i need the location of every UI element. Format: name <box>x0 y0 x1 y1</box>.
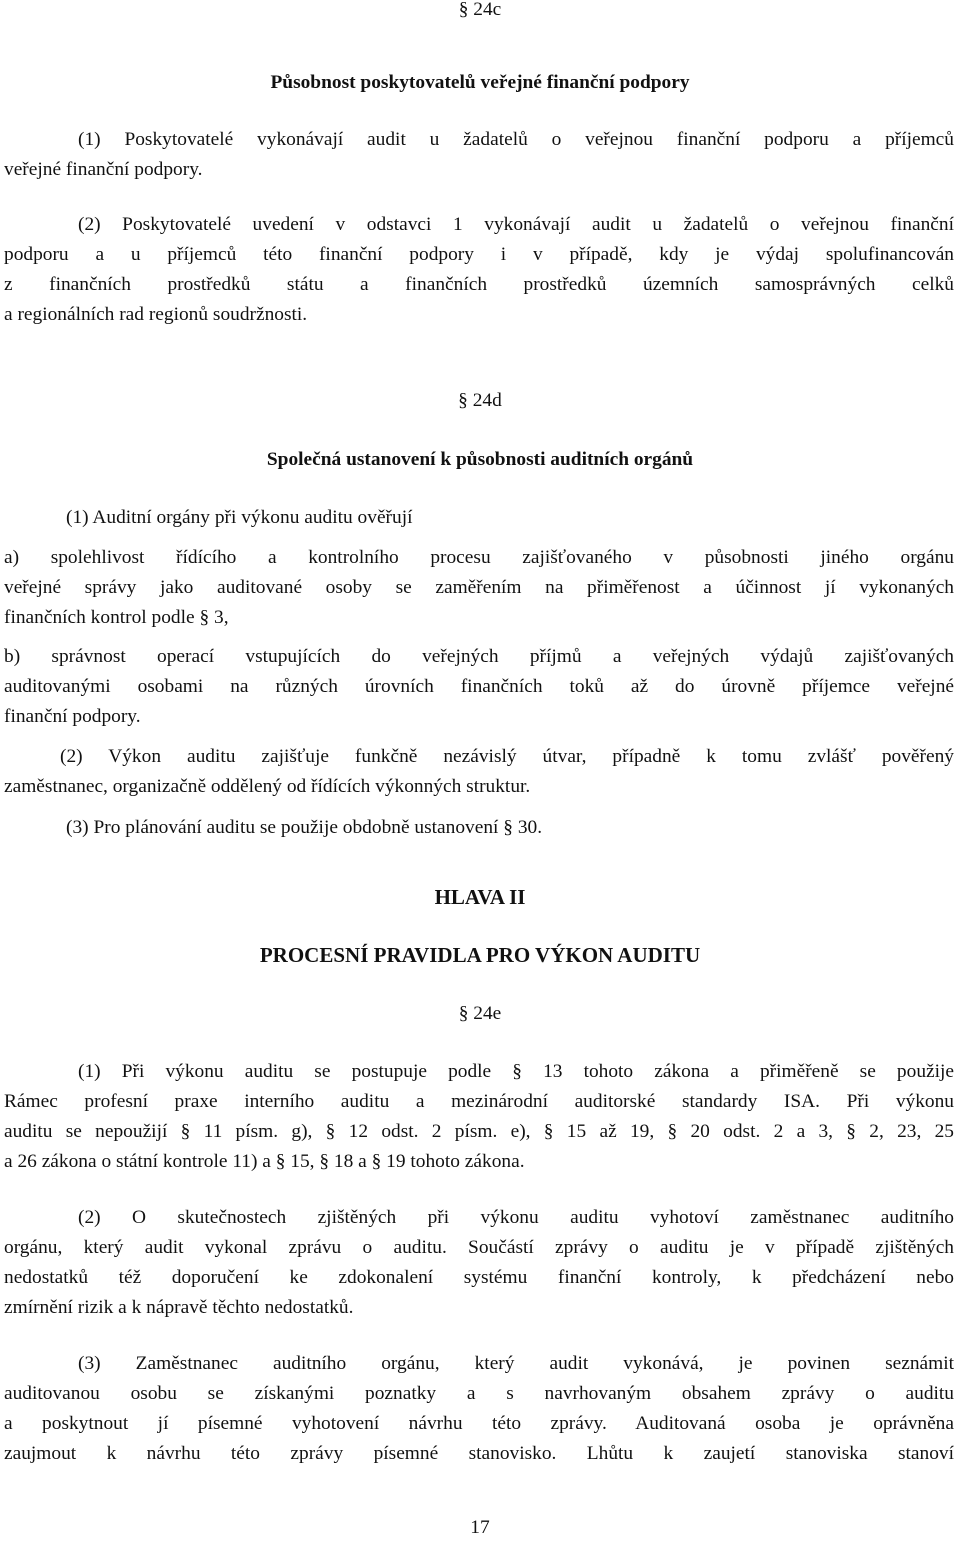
section-24d-title: Společná ustanovení k působnosti auditních orgánů <box>266 449 694 470</box>
s24c-p2-line4: a regionálních rad regionů soudržnosti. <box>4 304 308 325</box>
s24c-p2-line3: z finančních prostředků státu a finančních prostředků územních samosprávných celků <box>4 274 954 295</box>
s24c-p2-line2: podporu a u příjemců této finanční podpory i v případě, kdy je výdaj spolufinancován <box>4 244 954 265</box>
s24e-p3-line1: (3) Zaměstnanec auditního orgánu, který audit vykonává, je povinen seznámit <box>78 1353 954 1374</box>
s24c-p1-line2: veřejné finanční podpory. <box>4 159 203 180</box>
s24e-p3-line2: auditovanou osobu se získanými poznatky a s navrhovaným obsahem zprávy o auditu <box>4 1383 954 1404</box>
s24e-p1-line2: Rámec profesní praxe interního auditu a mezinárodní auditorské standardy ISA. Při výkonu <box>4 1091 954 1112</box>
s24e-p2-line1: (2) O skutečnostech zjištěných při výkonu auditu vyhotoví zaměstnanec auditního <box>78 1207 954 1228</box>
s24e-p3-line4: zaujmout k návrhu této zprávy písemné stanovisko. Lhůtu k zaujetí stanoviska stanoví <box>4 1443 954 1464</box>
s24e-p1-line4: a 26 zákona o státní kontrole 11) a § 15, § 18 a § 19 tohoto zákona. <box>4 1151 525 1172</box>
chapter-heading: HLAVA II <box>434 885 526 909</box>
s24d-a-line1: a) spolehlivost řídícího a kontrolního procesu zajišťovaného v působnosti jiného orgánu <box>4 547 954 568</box>
s24d-b-line3: finanční podpory. <box>4 706 141 727</box>
section-24d-mark: § 24d <box>458 390 502 411</box>
s24e-p1-line1: (1) Při výkonu auditu se postupuje podle § 13 tohoto zákona a přiměřeně se použije <box>78 1061 954 1082</box>
chapter-title: PROCESNÍ PRAVIDLA PRO VÝKON AUDITU <box>259 943 701 967</box>
s24d-a-line2: veřejné správy jako auditované osoby se zaměřením na přiměřenost a účinnost jí vykonaných <box>4 577 954 598</box>
s24e-p3-line3: a poskytnout jí písemné vyhotovení návrhu této zprávy. Auditovaná osoba je oprávněna <box>4 1413 954 1434</box>
s24d-p2-line1: (2) Výkon auditu zajišťuje funkčně nezávislý útvar, případně k tomu zvlášť pověřený <box>60 746 954 767</box>
s24e-p1-line3: auditu se nepoužijí § 11 písm. g), § 12 odst. 2 písm. e), § 15 až 19, § 20 odst. 2 a 3, § 2, 23, 25 <box>4 1121 954 1142</box>
s24c-p2-line1: (2) Poskytovatelé uvedení v odstavci 1 vykonávají audit u žadatelů o veřejnou finanční <box>78 214 954 235</box>
section-24c-mark: § 24c <box>458 0 502 20</box>
page-number: 17 <box>470 1517 490 1538</box>
s24e-p2-line3: nedostatků též doporučení ke zdokonalení systému finanční kontroly, k předcházení nebo <box>4 1267 954 1288</box>
section-24c-title: Působnost poskytovatelů veřejné finanční podpory <box>270 72 690 93</box>
s24e-p2-line4: zmírnění rizik a k nápravě těchto nedostatků. <box>4 1297 354 1318</box>
s24c-p1-line1: (1) Poskytovatelé vykonávají audit u žadatelů o veřejnou finanční podporu a příjemců <box>78 129 954 150</box>
s24d-a-line3: finančních kontrol podle § 3, <box>4 607 229 628</box>
s24e-p2-line2: orgánu, který audit vykonal zprávu o auditu. Součástí zprávy o auditu je v případě zjištěných <box>4 1237 954 1258</box>
s24d-p2-line2: zaměstnanec, organizačně oddělený od řídících výkonných struktur. <box>4 776 531 797</box>
s24d-b-line1: b) správnost operací vstupujících do veřejných příjmů a veřejných výdajů zajišťovaných <box>4 646 954 667</box>
s24d-p3: (3) Pro plánování auditu se použije obdobně ustanovení § 30. <box>66 817 543 838</box>
s24d-p1-intro: (1) Auditní orgány při výkonu auditu ověřují <box>66 507 413 528</box>
s24d-b-line2: auditovanými osobami na různých úrovních finančních toků až do úrovně příjemce veřejné <box>4 676 954 697</box>
section-24e-mark: § 24e <box>458 1003 502 1024</box>
